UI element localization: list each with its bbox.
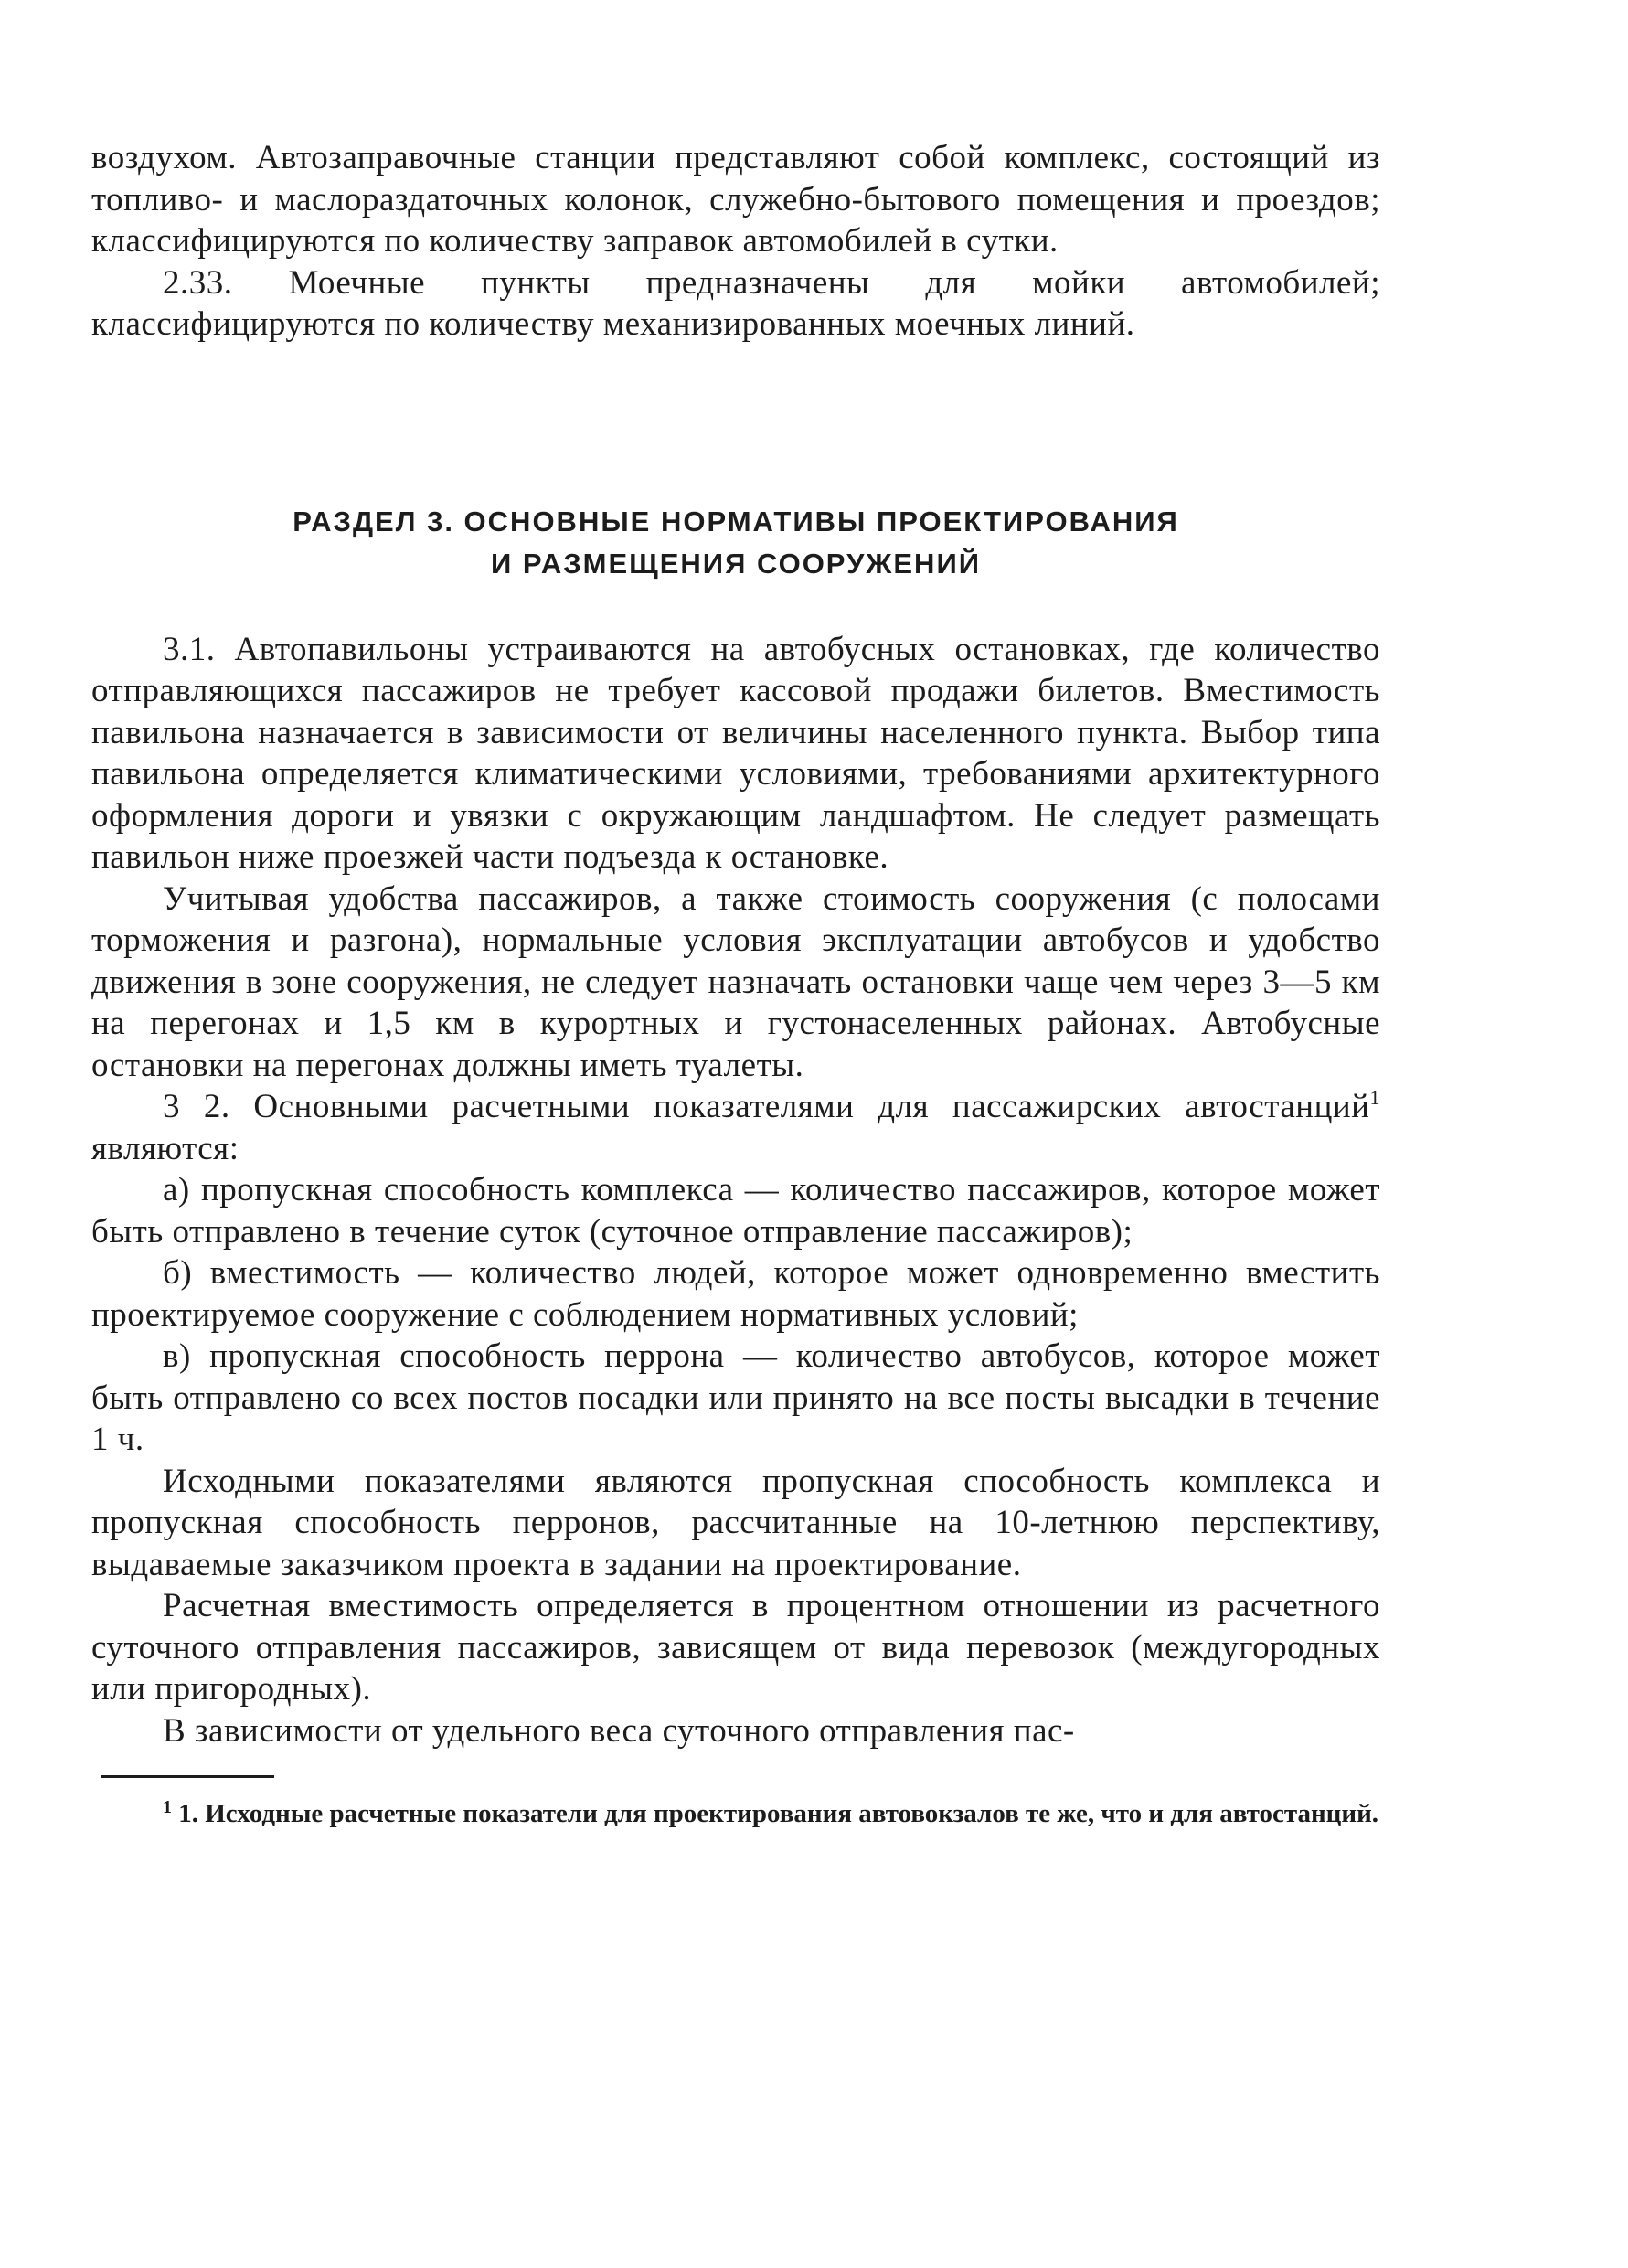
list-item-b: б) вместимость — количество людей, которое может одновременно вместить проектируемое сооружение с соблюдением нормативных условий;	[91, 1254, 1380, 1334]
paragraph-source-indicators: Исходными показателями являются пропускная способность комплекса и пропускная способность перронов, рассчитанные на 10-летнюю перспективу, выдаваемые заказчиком проекта в задании на проектирование.	[91, 1462, 1380, 1583]
document-page	[91, 137, 1380, 1831]
footnote-text: 1. Исходные расчетные показатели для проектирования автовокзалов те же, что и для автостанций.	[172, 1799, 1379, 1828]
footnote-reference: 1	[1369, 1086, 1380, 1109]
paragraph-dependency: В зависимости от удельного веса суточного отправления пас-	[163, 1711, 1075, 1750]
footnote-divider	[101, 1775, 274, 1778]
paragraph-design-capacity: Расчетная вместимость определяется в процентном отношении из расчетного суточного отправления пассажиров, зависящем от вида перевозок (междугородных или пригородных).	[91, 1587, 1380, 1708]
paragraph-stop-spacing: Учитывая удобства пассажиров, а также стоимость сооружения (с полосами торможения и разгона), нормальные условия эксплуатации автобусов и удобство движения в зоне сооружения, не следует назначать остановки чаще чем через 3—5 км на перегонах и 1,5 км в курортных и густонаселенных районах. Автобусные остановки на перегонах должны иметь туалеты.	[91, 879, 1380, 1084]
list-item-c: в) пропускная способность перрона — количество автобусов, которое может быть отправлено со всех постов посадки или принято на все посты высадки в течение 1 ч.	[91, 1337, 1380, 1458]
section-heading	[91, 501, 1380, 585]
paragraph-3-2-indicators	[91, 1086, 1380, 1169]
paragraph-3-2-end: являются:	[91, 1129, 239, 1167]
paragraph-2-33-wash-points: 2.33. Моечные пункты предназначены для мойки автомобилей; классифицируются по количеству механизированных моечных линий.	[91, 263, 1380, 343]
paragraph-fuel-stations: воздухом. Автозаправочные станции представляют собой комплекс, состоящий из топливо- и маслораздаточных колонок, служебно-бытового помещения и проездов; классифицируются по количеству заправок автомобилей в сутки.	[91, 139, 1380, 260]
footnote-mark: 1	[163, 1797, 172, 1817]
footnote	[91, 1796, 1380, 1831]
paragraph-3-2-start: 3 2. Основными расчетными показателями для пассажирских автостанций	[163, 1088, 1370, 1125]
section-heading-line2: И РАЗМЕЩЕНИЯ СООРУЖЕНИЙ	[490, 547, 982, 580]
section-heading-line1: РАЗДЕЛ 3. ОСНОВНЫЕ НОРМАТИВЫ ПРОЕКТИРОВАНИЯ	[293, 505, 1179, 538]
list-item-a: а) пропускная способность комплекса — количество пассажиров, которое может быть отправлено в течение суток (суточное отправление пассажиров);	[91, 1171, 1380, 1251]
paragraph-3-1-pavilions: 3.1. Автопавильоны устраиваются на автобусных остановках, где количество отправляющихся пассажиров не требует кассовой продажи билетов. Вместимость павильона назначается в зависимости от величины населенного пункта. Выбор типа павильона определяется климатическими условиями, требованиями архитектурного оформления дороги и увязки с окружающим ландшафтом. Не следует размещать павильон ниже проезжей части подъезда к остановке.	[91, 630, 1380, 876]
